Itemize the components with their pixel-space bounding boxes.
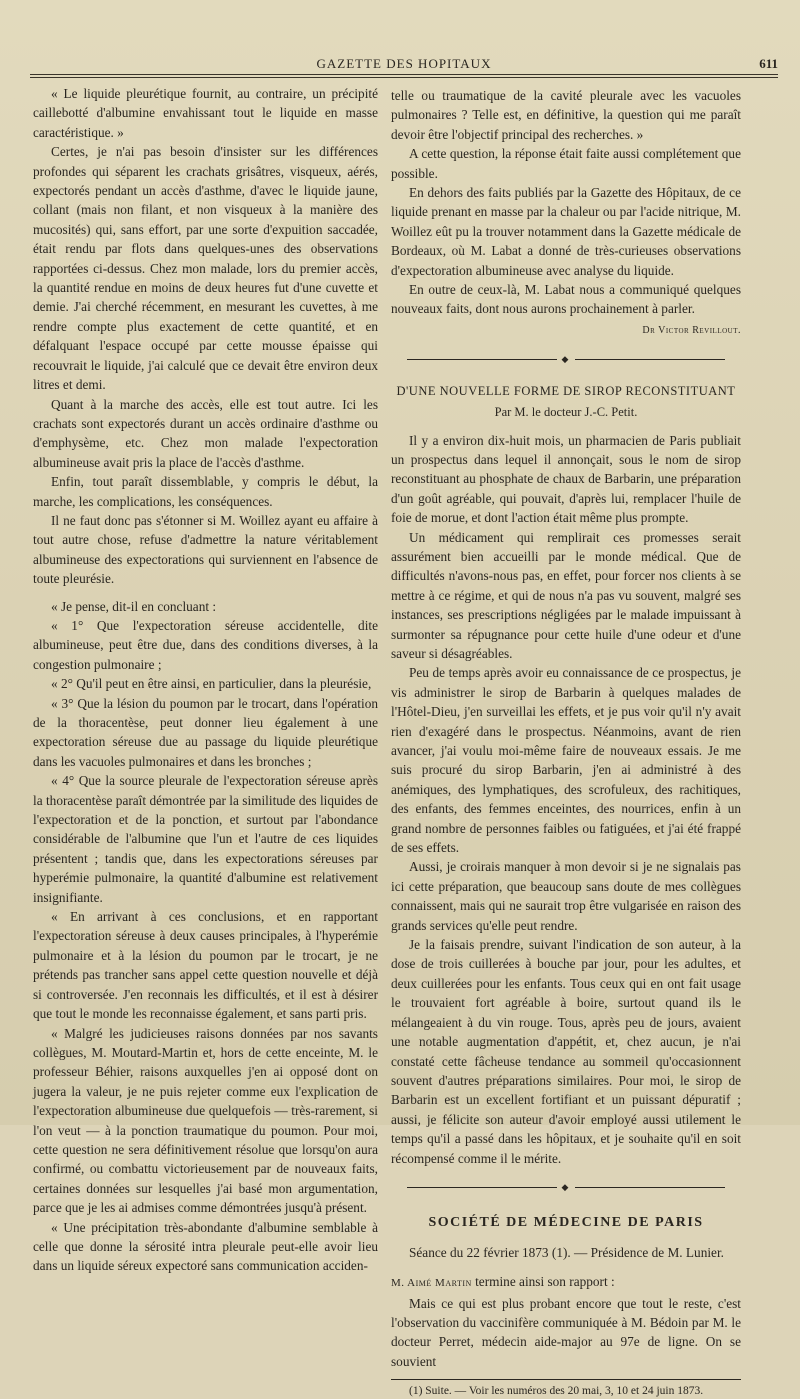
ornament-icon: ◆: [561, 354, 571, 365]
header-rule-double: [30, 77, 778, 78]
page-header: [30, 56, 778, 76]
right-column: [391, 86, 741, 1399]
article-title: D'UNE NOUVELLE FORME DE SIROP RECONSTITUANT: [396, 383, 736, 398]
paragraph: « Une précipitation très-abondante d'albumine semblable à celle que donne la sérosité intra pleurale peut-elle avoir lieu dans un liquide séreux expectoré sans communication acciden-: [33, 1219, 378, 1274]
paragraph: Il y a environ dix-huit mois, un pharmacien de Paris publiait un prospectus dans lequel il annonçait, sous le nom de sirop reconstituant au phosphate de chaux de Barbarin, une préparation d'un goût agréable, qui pouvait, d'après lui, remplacer l'huile de foie de morue, et dont l'action était même plus prompte.: [391, 432, 741, 526]
page-number: 611: [759, 56, 778, 71]
paragraph: « En arrivant à ces conclusions, et en rapportant l'expectoration séreuse à deux causes principales, à l'hyperémie pulmonaire et à la lésion du poumon par le trocart, je ne prétends pas trancher sans appel cette question nouvelle et déjà si controversée. J'en reconnais les difficultés, et il est à désirer que tout le monde les reconnaisse également, et sans parti pris.: [33, 909, 378, 1022]
author-signature: Dr Victor Revillout.: [642, 324, 741, 336]
separator-line: [575, 1187, 725, 1188]
ornament-icon: ◆: [561, 1181, 571, 1192]
separator-line: [407, 1187, 557, 1188]
left-column: [33, 84, 378, 1276]
footnote: (1) Suite. — Voir les numéros des 20 mai, 3, 10 et 24 juin 1873.: [409, 1385, 704, 1398]
paragraph: Il ne faut donc pas s'étonner si M. Woillez ayant eu affaire à tout autre chose, refuse d'admettre la nature véritablement albumineuse des expectorations qui surviennent en l'absence de toute pleurésie.: [33, 512, 378, 587]
paragraph: « Le liquide pleurétique fournit, au contraire, un précipité caillebotté d'albumine envahissant tout le liquide en masse caractéristique. »: [33, 86, 378, 140]
section-separator: [391, 1178, 741, 1197]
speaker-rest: termine ainsi son rapport :: [471, 1274, 615, 1290]
paragraph: « 2° Qu'il peut en être ainsi, en particulier, dans la pleurésie,: [51, 676, 372, 692]
speaker-name: M. Aimé Martin: [391, 1277, 472, 1290]
header-rule: [30, 74, 778, 75]
separator-line: [407, 359, 557, 360]
paragraph: « Malgré les judicieuses raisons données par nos savants collègues, M. Moutard-Martin et, hors de cette enceinte, M. le professeur Béhier, raisons auxquelles j'en ai opposé dont on jugera la valeur, je ne puis rejeter comme eux l'explication de l'expectoration albumineuse due quelquefois — très-rarement, si l'on veut — à la ponction traumatique du poumon. Pour moi, cette question ne sera définitivement résolue que lorsqu'on aura confirmé, ou combattu victorieusement par de nouveaux faits, certaines données sur lesquelles j'ai basé mon argumentation, parce que je les ai admises comme démontrées jusqu'à présent.: [33, 1025, 378, 1216]
paragraph: Mais ce qui est plus probant encore que tout le reste, c'est l'observation du vaccinifère communiquée à M. Bédoin par M. le docteur Perret, médecin aide-major au 97e de ligne. On se souvient: [391, 1295, 741, 1369]
paragraph: A cette question, la réponse était faite aussi complétement que possible.: [391, 146, 741, 181]
journal-title: GAZETTE DES HOPITAUX: [316, 56, 492, 71]
speaker-line: [391, 1272, 741, 1293]
paragraph: « 4° Que la source pleurale de l'expectoration séreuse après la thoracentèse paraît démontrée par la similitude des liquides de l'expectoration et de la ponction, et surtout par l'abondance considérable de l'albumine que l'un et l'autre de ces liquides présentent ; tandis que, dans les expectorations séreuses par hyperémie pulmonaire, la quantité d'albumine est relativement insignifiante.: [33, 773, 378, 905]
paragraph: Un médicament qui remplirait ces promesses serait assurément bien accueilli par le monde médical. Que de difficultés n'avons-nous pas, en effet, pour forcer nos clients à se mettre à ce régime, et qui de nous n'a pas vu souvent, malgré ses instances, ses prescriptions négligées par le malade impuissant à surmonter sa répugnance pour cette huile d'une odeur et d'une saveur si désagréables.: [391, 529, 741, 661]
footnote-rule: [391, 1379, 741, 1380]
paragraph: Je la faisais prendre, suivant l'indication de son auteur, à la dose de trois cuillerées à bouche par jour, pour les adultes, et deux cuillerées pour les enfants. Tous ceux qui en ont fait usage le trouvaient fort agréable à boire, surtout quand ils le mélangeaient à du vin rouge. Tous, après peu de jours, avaient une notable augmentation d'appétit, et, chez aucun, je n'ai constaté cette fâcheuse tendance au sommeil qu'occasionnent souvent d'autres préparations similaires. Pour moi, le sirop de Barbarin est un excellent fortifiant et un puissant dépuratif ; aussi, je félicite son auteur d'avoir employé aussi utilement le temps qu'il a passé dans les hôpitaux, et je souhaite qu'il en soit récompensé comme il le mérite.: [391, 937, 741, 1166]
paragraph: « 1° Que l'expectoration séreuse accidentelle, dite albumineuse, peut être due, dans des conditions diverses, à la congestion pulmonaire ;: [33, 617, 378, 672]
section-separator: [391, 350, 741, 369]
article-byline: Par M. le docteur J.-C. Petit.: [494, 405, 638, 420]
paragraph: En dehors des faits publiés par la Gazette des Hôpitaux, de ce liquide prenant en masse par la chaleur ou par l'acide nitrique, M. Woillez eût pu la trouver notamment dans la Gazette médicale de Bordeaux, où M. Labat a donné de très-curieuses observations d'expectoration albumineuse avec analyse du liquide.: [391, 185, 741, 278]
paragraph: Quant à la marche des accès, elle est tout autre. Ici les crachats sont expectorés durant un accès ordinaire d'asthme ou d'emphysème, etc. Chez mon malade l'expectoration albumineuse avait pris la place de l'accès d'asthme.: [33, 396, 378, 470]
society-title: SOCIÉTÉ DE MÉDECINE DE PARIS: [428, 1215, 704, 1231]
paragraph: Enfin, tout paraît dissemblable, y compris le début, la marche, les complications, les conséquences.: [33, 474, 378, 509]
paragraph: « Je pense, dit-il en concluant :: [51, 598, 217, 614]
paragraph: Aussi, je croirais manquer à mon devoir si je ne signalais pas ici cette préparation, que beaucoup sans doute de mes collègues connaissent, mais qui ne saurait trop être vulgarisée en raison des grands services qu'elle peut rendre.: [391, 859, 741, 933]
session-line: Séance du 22 février 1873 (1). — Présidence de M. Lunier.: [409, 1244, 724, 1260]
paragraph: telle ou traumatique de la cavité pleurale avec les vacuoles pulmonaires ? Telle est, en définitive, la question qui me paraît devoir être l'objectif principal des recherches. »: [391, 88, 741, 142]
paragraph: En outre de ceux-là, M. Labat nous a communiqué quelques nouveaux faits, dont nous aurons prochainement à parler.: [391, 282, 741, 317]
paragraph: « 3° Que la lésion du poumon par le trocart, dans l'opération de la thoracentèse, peut donner lieu également à une expectoration séreuse due au passage du liquide pleurétique dans les vacuoles pulmonaires et dans les bronches ;: [33, 695, 378, 769]
paragraph: Certes, je n'ai pas besoin d'insister sur les différences profondes qui séparent les crachats grisâtres, visqueux, aérés, expectorés pendant un accès d'asthme, d'avec le liquide jaune, collant (mais non filant, et non visqueux à la manière des mucosités) qui, sans effort, par une sorte d'expuition saccadée, était rendu par flots dans quelques-unes des observations rapportées ci-dessus. Chez mon malade, lors du premier accès, la quantité rendue en moins de deux heures fut d'une cuvette et demie. J'ai cherché récemment, en mesurant les cuvettes, à me rendre compte plus exactement de cette quantité, et en défalquant l'espace occupé par cette mousse épaisse qui recouvrait le liquide, j'ai calculé que ce devait être environ deux litres et demi.: [33, 144, 378, 393]
separator-line: [575, 359, 725, 360]
paragraph: Peu de temps après avoir eu connaissance de ce prospectus, je vis administrer le sirop de Barbarin à quelques malades de l'Hôtel-Dieu, j'en surveillai les effets, et je pus voir qu'il n'y avait rien d'exagéré dans le prospectus. Néanmoins, avant de rien avancer, j'ai voulu moi-même faire de nouveaux essais. Je me suis procuré du sirop Barbarin, j'en ai administré à des anémiques, des lymphatiques, des scrofuleux, des rachitiques, des enfants, des femmes enceintes, des nourrices, enfin à un grand nombre de personnes faibles ou fatiguées, et j'ai été frappé de ses effets.: [391, 665, 741, 856]
